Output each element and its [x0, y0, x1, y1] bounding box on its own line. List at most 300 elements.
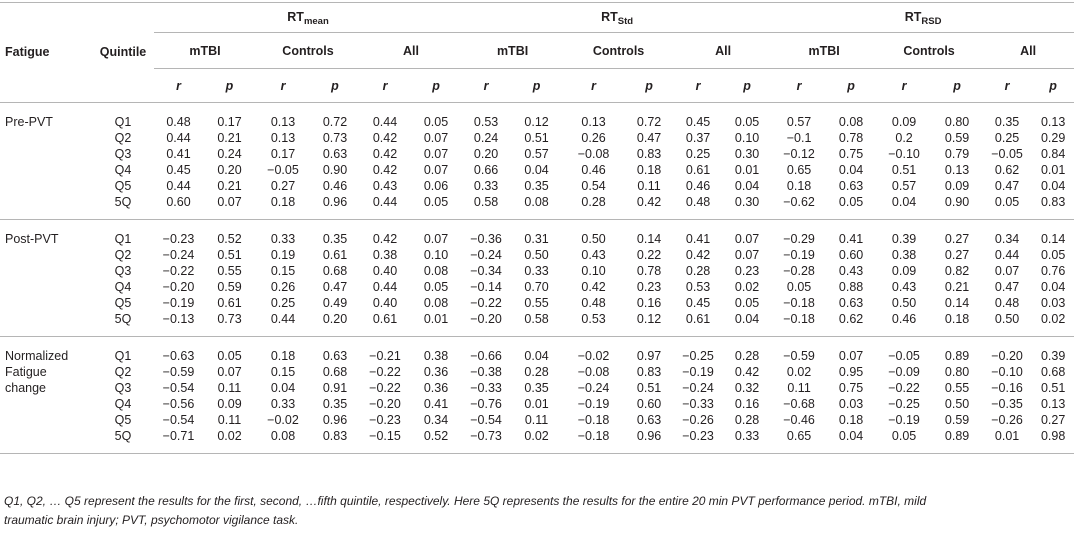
p-value-cell: 0.60 [838, 248, 864, 262]
r-value-cell: 0.07 [994, 264, 1020, 278]
r-value-cell: −0.23 [674, 428, 722, 454]
table-row [0, 295, 1074, 311]
r-value-cell: −0.56 [162, 397, 195, 411]
p-value-cell: 0.05 [734, 296, 760, 310]
p-value-cell: 0.52 [217, 232, 242, 246]
p-value-cell: 0.30 [734, 147, 760, 161]
fatigue-label-line: Pre-PVT [5, 115, 53, 129]
p-value-cell: 0.57 [524, 147, 549, 161]
r-value-cell: −0.24 [682, 381, 714, 395]
p-value-cell: 0.38 [423, 349, 449, 363]
p-value-cell: 0.35 [524, 381, 549, 395]
p-value-cell: 0.29 [1040, 131, 1066, 145]
r-value-cell: −0.15 [360, 428, 410, 454]
r-value-cell: −0.14 [470, 280, 502, 294]
r-value-cell: 0.42 [372, 131, 398, 145]
r-value-cell: 0.33 [270, 397, 296, 411]
p-value-cell: 0.23 [636, 280, 662, 294]
p-value-cell: 0.04 [722, 311, 772, 337]
p-value-cell: 0.72 [322, 115, 348, 129]
r-value-cell: −0.19 [162, 296, 195, 310]
table-row [0, 247, 1074, 263]
r-value-cell: 0.13 [270, 115, 296, 129]
p-value-cell: 0.39 [1040, 349, 1066, 363]
r-value-cell: 0.44 [166, 179, 191, 193]
quintile-cell: 5Q [92, 194, 154, 220]
p-value-cell: 0.55 [524, 296, 549, 310]
metric-header-mean [154, 3, 462, 33]
p-value-cell: 0.13 [1040, 397, 1066, 411]
stat-p-header: p [624, 69, 674, 103]
r-value-cell: 0.66 [473, 163, 499, 177]
r-value-cell: −0.18 [783, 296, 815, 310]
p-value-cell: 0.04 [826, 428, 876, 454]
r-value-cell: −0.02 [267, 413, 299, 427]
p-value-cell: 0.04 [1040, 179, 1066, 193]
p-value-cell: 0.28 [734, 349, 760, 363]
quintile-cell: Q5 [114, 179, 132, 193]
p-value-cell: 0.42 [624, 194, 674, 220]
metric-header-std [462, 3, 772, 33]
group-header-controls: Controls [256, 33, 360, 69]
p-value-cell: 0.97 [636, 349, 662, 363]
p-value-cell: 0.59 [944, 131, 970, 145]
p-value-cell: 0.35 [524, 179, 549, 193]
p-value-cell: 0.11 [637, 179, 661, 193]
r-value-cell: 0.48 [674, 194, 722, 220]
metric-header-rsd [772, 3, 1074, 33]
p-value-cell: 0.27 [1040, 413, 1066, 427]
p-value-cell: 0.51 [524, 131, 549, 145]
p-value-cell: 0.47 [322, 280, 348, 294]
p-value-cell: 0.04 [524, 163, 549, 177]
r-value-cell: 0.61 [360, 311, 410, 337]
stat-p-header: p [203, 69, 256, 103]
r-value-cell: 0.26 [581, 131, 606, 145]
r-value-cell: 0.28 [563, 194, 624, 220]
p-value-cell: 0.52 [410, 428, 462, 454]
r-value-cell: −0.19 [577, 397, 610, 411]
r-value-cell: −0.20 [991, 349, 1023, 363]
fatigue-header: Fatigue [0, 3, 92, 103]
r-value-cell: 0.17 [270, 147, 296, 161]
r-value-cell: 0.43 [891, 280, 917, 294]
p-value-cell: 0.58 [510, 311, 563, 337]
r-value-cell: 0.54 [581, 179, 606, 193]
r-value-cell: 0.04 [876, 194, 932, 220]
p-value-cell: 0.11 [217, 381, 242, 395]
r-value-cell: 0.19 [270, 248, 296, 262]
quintile-cell: Q2 [114, 248, 132, 262]
quintile-cell: Q3 [114, 147, 132, 161]
r-value-cell: −0.62 [772, 194, 826, 220]
p-value-cell: 0.12 [624, 311, 674, 337]
fatigue-label [0, 220, 92, 337]
r-value-cell: 0.42 [581, 280, 606, 294]
group-header-mtbi: mTBI [154, 33, 256, 69]
p-value-cell: 0.09 [217, 397, 242, 411]
r-value-cell: −0.22 [888, 381, 920, 395]
p-value-cell: 0.13 [944, 163, 970, 177]
p-value-cell: 0.68 [322, 365, 348, 379]
r-value-cell: 0.05 [876, 428, 932, 454]
metric-subscript: mean [303, 15, 329, 27]
p-value-cell: 0.08 [423, 264, 449, 278]
metric-subscript: Std [617, 15, 634, 27]
r-value-cell: −0.1 [786, 131, 812, 145]
p-value-cell: 0.59 [944, 413, 970, 427]
p-value-cell: 0.22 [636, 248, 662, 262]
fatigue-label-line: change [5, 381, 47, 395]
r-value-cell: −0.29 [783, 232, 815, 246]
r-value-cell: 0.26 [270, 280, 296, 294]
r-value-cell: 0.65 [786, 163, 812, 177]
quintile-cell: Q1 [114, 115, 132, 129]
r-value-cell: −0.18 [563, 428, 624, 454]
p-value-cell: 0.75 [838, 381, 864, 395]
r-value-cell: 0.44 [166, 131, 191, 145]
p-value-cell: 0.05 [217, 349, 242, 363]
r-value-cell: −0.22 [470, 296, 502, 310]
stat-r-header: r [876, 69, 932, 103]
p-value-cell: 0.62 [826, 311, 876, 337]
p-value-cell: 0.83 [636, 365, 662, 379]
p-value-cell: 0.90 [322, 163, 348, 177]
r-value-cell: −0.12 [783, 147, 815, 161]
quintile-cell: Q2 [114, 365, 132, 379]
group-header-mtbi: mTBI [772, 33, 876, 69]
quintile-cell: Q5 [114, 413, 132, 427]
p-value-cell: 0.41 [423, 397, 449, 411]
p-value-cell: 0.02 [203, 428, 256, 454]
quintile-cell: 5Q [92, 428, 154, 454]
p-value-cell: 0.10 [734, 131, 760, 145]
table-row [0, 396, 1074, 412]
r-value-cell: −0.26 [991, 413, 1023, 427]
r-value-cell: 0.57 [786, 115, 812, 129]
p-value-cell: 0.96 [322, 413, 348, 427]
r-value-cell: −0.71 [154, 428, 203, 454]
r-value-cell: −0.05 [991, 147, 1023, 161]
r-value-cell: 0.25 [685, 147, 711, 161]
fatigue-label [0, 103, 92, 220]
r-value-cell: −0.19 [682, 365, 714, 379]
p-value-cell: 0.27 [944, 248, 970, 262]
stat-p-header: p [932, 69, 982, 103]
r-value-cell: −0.18 [577, 413, 610, 427]
p-value-cell: 0.76 [1040, 264, 1066, 278]
r-value-cell: −0.54 [162, 413, 195, 427]
p-value-cell: 0.02 [1032, 311, 1074, 337]
footnote-line-1: Q1, Q2, … Q5 represent the results for the first, second, …fifth quintile, respectively. Here 5Q represents the results for the entire 20 min PVT performance period. mTBI, mild [4, 494, 927, 508]
r-value-cell: 0.44 [994, 248, 1020, 262]
r-value-cell: −0.26 [682, 413, 714, 427]
r-value-cell: 0.48 [994, 296, 1020, 310]
r-value-cell: 0.38 [891, 248, 917, 262]
p-value-cell: 0.02 [734, 280, 760, 294]
r-value-cell: 0.18 [256, 194, 310, 220]
table-row [0, 130, 1074, 146]
p-value-cell: 0.63 [838, 296, 864, 310]
p-value-cell: 0.03 [1040, 296, 1066, 310]
r-value-cell: 0.50 [891, 296, 917, 310]
p-value-cell: 0.63 [322, 349, 348, 363]
stat-r-header: r [772, 69, 826, 103]
stat-r-header: r [154, 69, 203, 103]
r-value-cell: 0.33 [473, 179, 499, 193]
header-row-groups [0, 33, 1074, 69]
r-value-cell: 0.46 [685, 179, 711, 193]
p-value-cell: 0.04 [734, 179, 760, 193]
r-value-cell: −0.54 [470, 413, 502, 427]
group-header-controls: Controls [563, 33, 674, 69]
r-value-cell: 0.44 [372, 115, 398, 129]
r-value-cell: −0.54 [162, 381, 195, 395]
p-value-cell: 0.16 [734, 397, 760, 411]
r-value-cell: 0.44 [256, 311, 310, 337]
r-value-cell: −0.33 [470, 381, 502, 395]
r-value-cell: 0.43 [581, 248, 606, 262]
r-value-cell: 0.41 [166, 147, 191, 161]
r-value-cell: 0.44 [372, 280, 398, 294]
table-row [0, 220, 1074, 248]
r-value-cell: 0.62 [994, 163, 1020, 177]
p-value-cell: 0.51 [1040, 381, 1066, 395]
quintile-cell: Q4 [114, 397, 132, 411]
r-value-cell: −0.22 [369, 365, 401, 379]
p-value-cell: 0.05 [734, 115, 760, 129]
r-value-cell: 0.28 [685, 264, 711, 278]
stat-p-header: p [310, 69, 360, 103]
p-value-cell: 0.04 [838, 163, 864, 177]
r-value-cell: 0.01 [982, 428, 1032, 454]
r-value-cell: −0.22 [162, 264, 195, 278]
table-row [0, 103, 1074, 131]
r-value-cell: −0.05 [267, 163, 299, 177]
r-value-cell: −0.38 [470, 365, 502, 379]
r-value-cell: 0.02 [786, 365, 812, 379]
r-value-cell: 0.45 [685, 115, 711, 129]
r-value-cell: 0.50 [982, 311, 1032, 337]
p-value-cell: 0.05 [423, 115, 449, 129]
p-value-cell: 0.35 [322, 232, 348, 246]
r-value-cell: −0.16 [991, 381, 1023, 395]
p-value-cell: 0.60 [636, 397, 662, 411]
p-value-cell: 0.51 [636, 381, 662, 395]
p-value-cell: 0.05 [423, 280, 449, 294]
r-value-cell: −0.34 [470, 264, 502, 278]
r-value-cell: 0.25 [270, 296, 296, 310]
quintile-cell: Q3 [114, 264, 132, 278]
r-value-cell: 0.09 [891, 115, 917, 129]
r-value-cell: 0.08 [256, 428, 310, 454]
r-value-cell: 0.2 [895, 131, 913, 145]
p-value-cell: 0.09 [944, 179, 970, 193]
r-value-cell: 0.40 [372, 264, 398, 278]
p-value-cell: 0.95 [838, 365, 864, 379]
quintile-cell: Q5 [114, 296, 132, 310]
p-value-cell: 0.91 [322, 381, 348, 395]
r-value-cell: 0.45 [166, 163, 191, 177]
p-value-cell: 0.05 [1040, 248, 1066, 262]
stat-r-header: r [256, 69, 310, 103]
p-value-cell: 0.50 [944, 397, 970, 411]
r-value-cell: 0.42 [685, 248, 711, 262]
r-value-cell: −0.76 [470, 397, 502, 411]
p-value-cell: 0.08 [510, 194, 563, 220]
r-value-cell: 0.65 [772, 428, 826, 454]
r-value-cell: 0.15 [270, 365, 296, 379]
correlation-table [0, 2, 1074, 454]
p-value-cell: 0.31 [524, 232, 549, 246]
table-row [0, 263, 1074, 279]
stat-r-header: r [674, 69, 722, 103]
p-value-cell: 0.07 [217, 365, 242, 379]
p-value-cell: 0.01 [1040, 163, 1066, 177]
r-value-cell: 0.13 [581, 115, 606, 129]
r-value-cell: 0.38 [372, 248, 398, 262]
p-value-cell: 0.42 [734, 365, 760, 379]
r-value-cell: −0.66 [470, 349, 502, 363]
p-value-cell: 0.83 [310, 428, 360, 454]
p-value-cell: 0.18 [636, 163, 662, 177]
p-value-cell: 0.61 [322, 248, 348, 262]
p-value-cell: 0.70 [524, 280, 549, 294]
quintile-cell: Q1 [114, 349, 132, 363]
metric-subscript: RSD [921, 15, 942, 27]
r-value-cell: −0.02 [577, 349, 610, 363]
p-value-cell: 0.72 [636, 115, 662, 129]
table-row [0, 428, 1074, 454]
stat-p-header: p [510, 69, 563, 103]
r-value-cell: −0.28 [783, 264, 815, 278]
quintile-cell: Q2 [114, 131, 132, 145]
quintile-cell: 5Q [92, 311, 154, 337]
table-row [0, 178, 1074, 194]
r-value-cell: −0.22 [369, 381, 401, 395]
metric-base: RT [601, 9, 618, 24]
table-row [0, 380, 1074, 396]
metric-base: RT [287, 9, 304, 24]
table-footnote [4, 492, 1044, 530]
p-value-cell: 0.27 [944, 232, 970, 246]
r-value-cell: −0.08 [577, 365, 610, 379]
p-value-cell: 0.82 [944, 264, 970, 278]
p-value-cell: 0.01 [734, 163, 760, 177]
r-value-cell: −0.05 [888, 349, 920, 363]
r-value-cell: −0.18 [772, 311, 826, 337]
r-value-cell: 0.47 [994, 179, 1020, 193]
stat-r-header: r [462, 69, 510, 103]
p-value-cell: 0.46 [322, 179, 348, 193]
r-value-cell: −0.20 [462, 311, 510, 337]
p-value-cell: 0.96 [310, 194, 360, 220]
r-value-cell: −0.10 [991, 365, 1023, 379]
r-value-cell: −0.33 [682, 397, 714, 411]
p-value-cell: 0.34 [423, 413, 449, 427]
r-value-cell: −0.24 [162, 248, 195, 262]
group-header-controls: Controls [876, 33, 982, 69]
quintile-cell: Q3 [114, 381, 132, 395]
r-value-cell: 0.27 [270, 179, 296, 193]
r-value-cell: 0.47 [994, 280, 1020, 294]
p-value-cell: 0.89 [932, 428, 982, 454]
r-value-cell: −0.24 [577, 381, 610, 395]
r-value-cell: 0.40 [372, 296, 398, 310]
table-row [0, 337, 1074, 365]
p-value-cell: 0.63 [838, 179, 864, 193]
r-value-cell: 0.20 [473, 147, 499, 161]
p-value-cell: 0.98 [1032, 428, 1074, 454]
r-value-cell: −0.19 [888, 413, 920, 427]
p-value-cell: 0.04 [524, 349, 549, 363]
p-value-cell: 0.73 [203, 311, 256, 337]
r-value-cell: −0.10 [888, 147, 920, 161]
p-value-cell: 0.21 [944, 280, 970, 294]
r-value-cell: 0.42 [372, 163, 398, 177]
r-value-cell: 0.45 [685, 296, 711, 310]
p-value-cell: 0.63 [322, 147, 348, 161]
r-value-cell: 0.37 [685, 131, 711, 145]
r-value-cell: −0.25 [888, 397, 920, 411]
r-value-cell: 0.13 [270, 131, 296, 145]
quintile-cell: Q4 [114, 280, 132, 294]
r-value-cell: 0.50 [581, 232, 606, 246]
metric-base: RT [904, 9, 922, 24]
p-value-cell: 0.43 [838, 264, 864, 278]
p-value-cell: 0.13 [1040, 115, 1066, 129]
fatigue-label-line: Normalized [5, 349, 69, 363]
r-value-cell: −0.46 [783, 413, 815, 427]
p-value-cell: 0.41 [838, 232, 864, 246]
p-value-cell: 0.50 [524, 248, 549, 262]
p-value-cell: 0.55 [217, 264, 242, 278]
p-value-cell: 0.30 [722, 194, 772, 220]
p-value-cell: 0.33 [722, 428, 772, 454]
p-value-cell: 0.11 [217, 413, 242, 427]
p-value-cell: 0.20 [310, 311, 360, 337]
p-value-cell: 0.01 [410, 311, 462, 337]
p-value-cell: 0.18 [838, 413, 864, 427]
group-header-all: All [360, 33, 462, 69]
header-row-metrics [0, 3, 1074, 33]
r-value-cell: −0.19 [783, 248, 815, 262]
r-value-cell: 0.46 [876, 311, 932, 337]
p-value-cell: 0.49 [322, 296, 348, 310]
fatigue-label [0, 337, 92, 454]
r-value-cell: 0.48 [581, 296, 606, 310]
p-value-cell: 0.88 [838, 280, 864, 294]
p-value-cell: 0.96 [624, 428, 674, 454]
p-value-cell: 0.17 [217, 115, 242, 129]
p-value-cell: 0.21 [217, 179, 242, 193]
fatigue-label-line: Post-PVT [5, 232, 59, 246]
r-value-cell: −0.23 [162, 232, 195, 246]
p-value-cell: 0.07 [838, 349, 864, 363]
p-value-cell: 0.80 [944, 365, 970, 379]
r-value-cell: 0.61 [674, 311, 722, 337]
p-value-cell: 0.84 [1040, 147, 1066, 161]
p-value-cell: 0.18 [932, 311, 982, 337]
p-value-cell: 0.36 [423, 365, 449, 379]
p-value-cell: 0.02 [510, 428, 563, 454]
p-value-cell: 0.51 [217, 248, 242, 262]
p-value-cell: 0.63 [636, 413, 662, 427]
p-value-cell: 0.35 [322, 397, 348, 411]
r-value-cell: 0.10 [581, 264, 606, 278]
fatigue-label-line: Fatigue [5, 365, 47, 379]
r-value-cell: −0.13 [154, 311, 203, 337]
